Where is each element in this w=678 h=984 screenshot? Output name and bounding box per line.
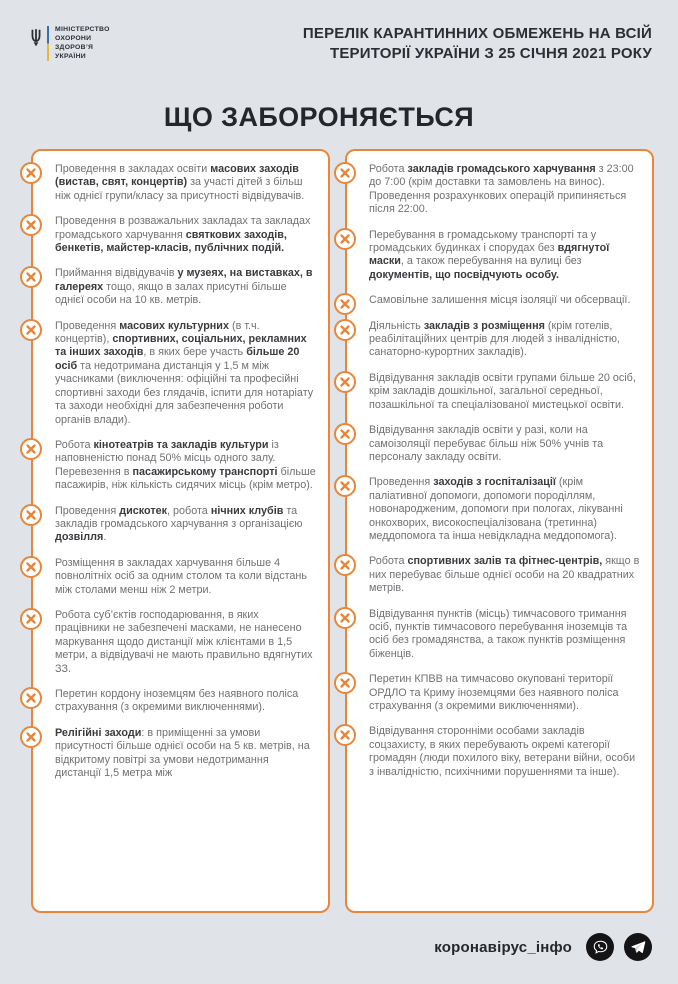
restriction-item — [33, 505, 316, 545]
prohibited-x-icon — [334, 724, 356, 746]
restriction-item — [33, 320, 316, 427]
flag-divider — [47, 26, 49, 61]
restriction-text: Самовільне залишення місця ізоляції чи обсервації. — [369, 294, 631, 307]
restriction-item — [347, 555, 640, 595]
restriction-item — [347, 476, 640, 543]
restriction-text: Приймання відвідувачів у музеях, на виставках, в галереях тощо, якщо в залах присутні більше однієї особи на 10 кв. метрів. — [55, 267, 313, 307]
restriction-text: Відвідування пунктів (місць) тимчасового тримання осіб, пунктів тимчасового перебування іноземців та осіб без громадянства, а також пунктів розміщення біженців. — [369, 607, 628, 660]
restriction-text: Проведення в розважальних закладах та закладах громадського харчування святкових заходів, бенкетів, майстер-класів, публічних подій. — [55, 215, 311, 255]
restriction-text: Перебування в громадському транспорті та у громадських будинках і спорудах без вдягнутої маски, а також перебування на вулиці без документів, що посвідчують особу. — [369, 228, 610, 281]
prohibited-x-icon — [20, 608, 42, 630]
restriction-item — [347, 320, 640, 360]
restriction-text: Розміщення в закладах харчування більше 4 повнолітніх осіб за одним столом та коли відстань між столами менш ніж 2 метри. — [55, 556, 308, 596]
restriction-item — [347, 608, 640, 662]
prohibited-x-icon — [20, 162, 42, 184]
restriction-item — [33, 439, 316, 493]
prohibited-x-icon — [334, 607, 356, 629]
prohibited-x-icon — [334, 228, 356, 250]
restriction-item — [347, 372, 640, 412]
prohibited-x-icon — [20, 438, 42, 460]
restrictions-columns — [31, 149, 654, 913]
restriction-item — [33, 163, 316, 203]
restriction-item — [347, 229, 640, 283]
prohibited-x-icon — [20, 556, 42, 578]
restriction-text: Діяльність закладів з розміщення (крім готелів, реабілітаційних центрів для людей з інвалідністю, санаторно-курортних закладів). — [369, 319, 620, 359]
restriction-text: Проведення в закладах освіти масових заходів (вистав, свят, концертів) за участі дітей з більш ніж однієї групи/класу за присутності відвідувачів. — [55, 163, 305, 202]
restriction-text: Проведення заходів з госпіталізації (крім паліативної допомоги, допомоги породіллям, новонародженим, допомоги при пологах, лікуванні онкохворих, високоспеціалізована (третинна) меддопомога та інша невідкладна меддопомога). — [369, 476, 623, 542]
ministry-name-line: МІНІСТЕРСТВО — [55, 26, 110, 33]
prohibited-x-icon — [20, 504, 42, 526]
restriction-text: Робота закладів громадського харчування з 23:00 до 7:00 (крім доставки та замовлень на винос). Проведення розрахункових операцій припиняється після 22:00. — [369, 163, 634, 216]
restriction-text: Перетин кордону іноземцям без наявного поліса страхування (з окремими виключеннями). — [55, 688, 299, 714]
restriction-text: Проведення масових культурних (в т.ч. концертів), спортивних, соціальних, рекламних та інших заходів, в яких бере участь більше 20 осіб та недотримана дистанція у 1,5 м між учасниками (виключення: офіційні та професійні спортивні заходи без глядачів, іспити для нотаріату та заходи необхідні для забезпечення роботи органів влади). — [55, 319, 314, 426]
prohibited-x-icon — [334, 423, 356, 445]
viber-icon — [586, 933, 614, 961]
restriction-text: Робота кінотеатрів та закладів культури із наповненістю понад 50% місць одного залу. Перевезення в пасажирському транспорті більше пасажирів, ніж кількість сидячих місць (крім метро). — [55, 438, 316, 492]
restrictions-panel-right — [345, 149, 654, 913]
restriction-item — [33, 215, 316, 255]
prohibited-x-icon — [334, 293, 356, 315]
page-title-line2: ТЕРИТОРІЇ УКРАЇНИ З 25 СІЧНЯ 2021 РОКУ — [329, 45, 652, 62]
prohibited-x-icon — [20, 319, 42, 341]
restriction-item — [347, 424, 640, 464]
restriction-item — [33, 727, 316, 781]
restriction-item — [33, 267, 316, 307]
poster-background — [0, 24, 678, 984]
restriction-text: Робота спортивних залів та фітнес-центрів, якщо в них перебуває більше однієї особи на 20 квадратних метрів. — [369, 555, 640, 595]
ministry-name-line: ЗДОРОВ’Я — [55, 43, 94, 51]
prohibited-x-icon — [334, 672, 356, 694]
prohibited-x-icon — [20, 687, 42, 709]
page-title — [303, 24, 652, 64]
restriction-item — [347, 294, 640, 307]
restriction-text: Релігійні заходи: в приміщенні за умови присутності більше однієї особи на 5 кв. метрів, на відкритому повітрі за умови недотримання дистанції 1,5 метра між — [55, 726, 310, 780]
ministry-name-line: УКРАЇНИ — [55, 52, 86, 60]
restriction-item — [33, 609, 316, 676]
header — [0, 24, 678, 88]
restriction-item — [347, 725, 640, 779]
restriction-item — [347, 673, 640, 713]
restriction-text: Робота суб’єктів господарювання, в яких працівники не забезпечені масками, не нанесено маркування щодо дистанції між клієнтами в 1,5 метри, а відвідувачі не мають правильно вдягнутих ЗЗ. — [55, 608, 313, 675]
ministry-of-health-logo — [30, 26, 110, 62]
restriction-text: Відвідування закладів освіти у разі, коли на самоізоляції перебуває більш ніж 50% учнів та персоналу закладу освіти. — [369, 424, 604, 463]
prohibited-x-icon — [334, 319, 356, 341]
prohibited-x-icon — [20, 214, 42, 236]
ministry-name — [55, 26, 110, 62]
restriction-text: Перетин КПВВ на тимчасово окуповані території ОРДЛО та Криму іноземцями без наявного поліса страхування (з окремими виключеннями). — [369, 673, 619, 712]
restrictions-list-left — [33, 163, 316, 780]
page-title-line1: ПЕРЕЛІК КАРАНТИННИХ ОБМЕЖЕНЬ НА ВСІЙ — [302, 25, 652, 42]
restriction-item — [33, 557, 316, 597]
restriction-text: Відвідування сторонніми особами закладів соцзахисту, в яких перебувають окремі категорії громадян (люди похилого віку, ветерани війни, особи з інвалідністю, психічними порушеннями та інше). — [369, 725, 636, 778]
prohibited-x-icon — [334, 554, 356, 576]
ministry-name-line: ОХОРОНИ — [55, 34, 92, 42]
prohibited-x-icon — [20, 726, 42, 748]
prohibited-x-icon — [334, 162, 356, 184]
tryzub-icon — [30, 28, 42, 47]
section-title: ЩО ЗАБОРОНЯЄТЬСЯ — [163, 102, 475, 132]
prohibited-x-icon — [334, 475, 356, 497]
restriction-item — [347, 163, 640, 217]
prohibited-x-icon — [20, 266, 42, 288]
restrictions-panel-left — [31, 149, 330, 913]
telegram-icon — [624, 933, 652, 961]
footer — [0, 933, 652, 961]
channel-handle: коронавірус_інфо — [434, 938, 572, 956]
restriction-text: Проведення дискотек, робота нічних клубів та закладів громадського харчування з організацією дозвілля. — [55, 504, 303, 544]
restrictions-list-right — [347, 163, 640, 779]
restriction-item — [33, 688, 316, 715]
prohibited-x-icon — [334, 371, 356, 393]
restriction-text: Відвідування закладів освіти групами більше 20 осіб, крім закладів дошкільної, загальної середньої, позашкільної та спеціалізованої мистецької освіти. — [369, 371, 636, 411]
